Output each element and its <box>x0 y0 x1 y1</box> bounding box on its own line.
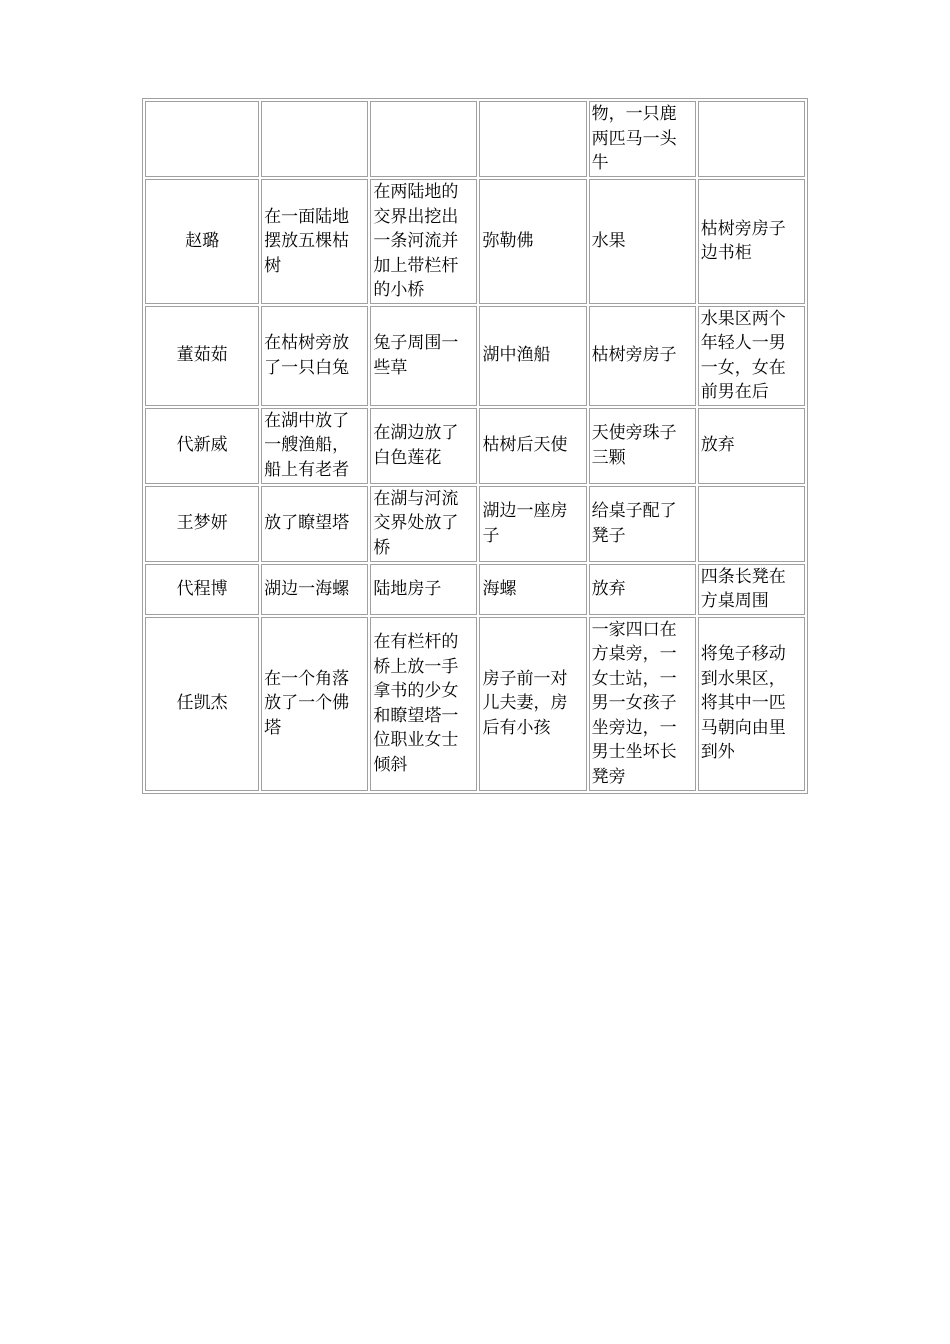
table-cell: 湖边一海螺 <box>261 564 368 615</box>
table-cell: 四条长凳在方桌周围 <box>698 564 805 615</box>
table-cell: 放弃 <box>589 564 696 615</box>
name-cell: 任凯杰 <box>145 617 259 791</box>
table-row <box>145 486 805 562</box>
table-cell: 在湖边放了白色莲花 <box>370 408 477 484</box>
table-row <box>145 179 805 304</box>
table-cell: 兔子周围一些草 <box>370 306 477 406</box>
table-cell <box>370 101 477 177</box>
table-cell: 天使旁珠子三颗 <box>589 408 696 484</box>
table-cell: 在两陆地的交界出挖出一条河流并加上带栏杆的小桥 <box>370 179 477 304</box>
table-cell: 将兔子移动到水果区，将其中一匹马朝向由里到外 <box>698 617 805 791</box>
table-cell: 物，一只鹿两匹马一头牛 <box>589 101 696 177</box>
table-row <box>145 306 805 406</box>
table-cell: 枯树旁房子边书柜 <box>698 179 805 304</box>
name-cell: 赵璐 <box>145 179 259 304</box>
table-cell <box>261 101 368 177</box>
table-cell: 给桌子配了凳子 <box>589 486 696 562</box>
table-cell: 在一面陆地摆放五棵枯树 <box>261 179 368 304</box>
table-cell: 在湖与河流交界处放了桥 <box>370 486 477 562</box>
name-cell: 代程博 <box>145 564 259 615</box>
table-cell: 在一个角落放了一个佛塔 <box>261 617 368 791</box>
name-cell: 代新威 <box>145 408 259 484</box>
table-cell: 湖边一座房子 <box>479 486 586 562</box>
table-cell: 枯树旁房子 <box>589 306 696 406</box>
table-row <box>145 617 805 791</box>
table-cell <box>479 101 586 177</box>
table-cell: 海螺 <box>479 564 586 615</box>
table-cell: 放弃 <box>698 408 805 484</box>
table-cell: 放了瞭望塔 <box>261 486 368 562</box>
records-table <box>142 98 808 794</box>
table-cell: 陆地房子 <box>370 564 477 615</box>
table-row <box>145 564 805 615</box>
table-cell: 房子前一对儿夫妻，房后有小孩 <box>479 617 586 791</box>
table-cell: 枯树后天使 <box>479 408 586 484</box>
table-cell: 在枯树旁放了一只白兔 <box>261 306 368 406</box>
name-cell: 王梦妍 <box>145 486 259 562</box>
table-cell: 弥勒佛 <box>479 179 586 304</box>
table-cell: 在湖中放了一艘渔船，船上有老者 <box>261 408 368 484</box>
table-cell: 一家四口在方桌旁，一女士站，一男一女孩子坐旁边，一男士坐坏长凳旁 <box>589 617 696 791</box>
table-row <box>145 101 805 177</box>
table-cell: 湖中渔船 <box>479 306 586 406</box>
table-row <box>145 408 805 484</box>
name-cell <box>145 101 259 177</box>
table-cell: 水果 <box>589 179 696 304</box>
table-cell <box>698 101 805 177</box>
table-cell <box>698 486 805 562</box>
table-cell: 水果区两个年轻人一男一女，女在前男在后 <box>698 306 805 406</box>
name-cell: 董茹茹 <box>145 306 259 406</box>
table-cell: 在有栏杆的桥上放一手拿书的少女和瞭望塔一位职业女士倾斜 <box>370 617 477 791</box>
